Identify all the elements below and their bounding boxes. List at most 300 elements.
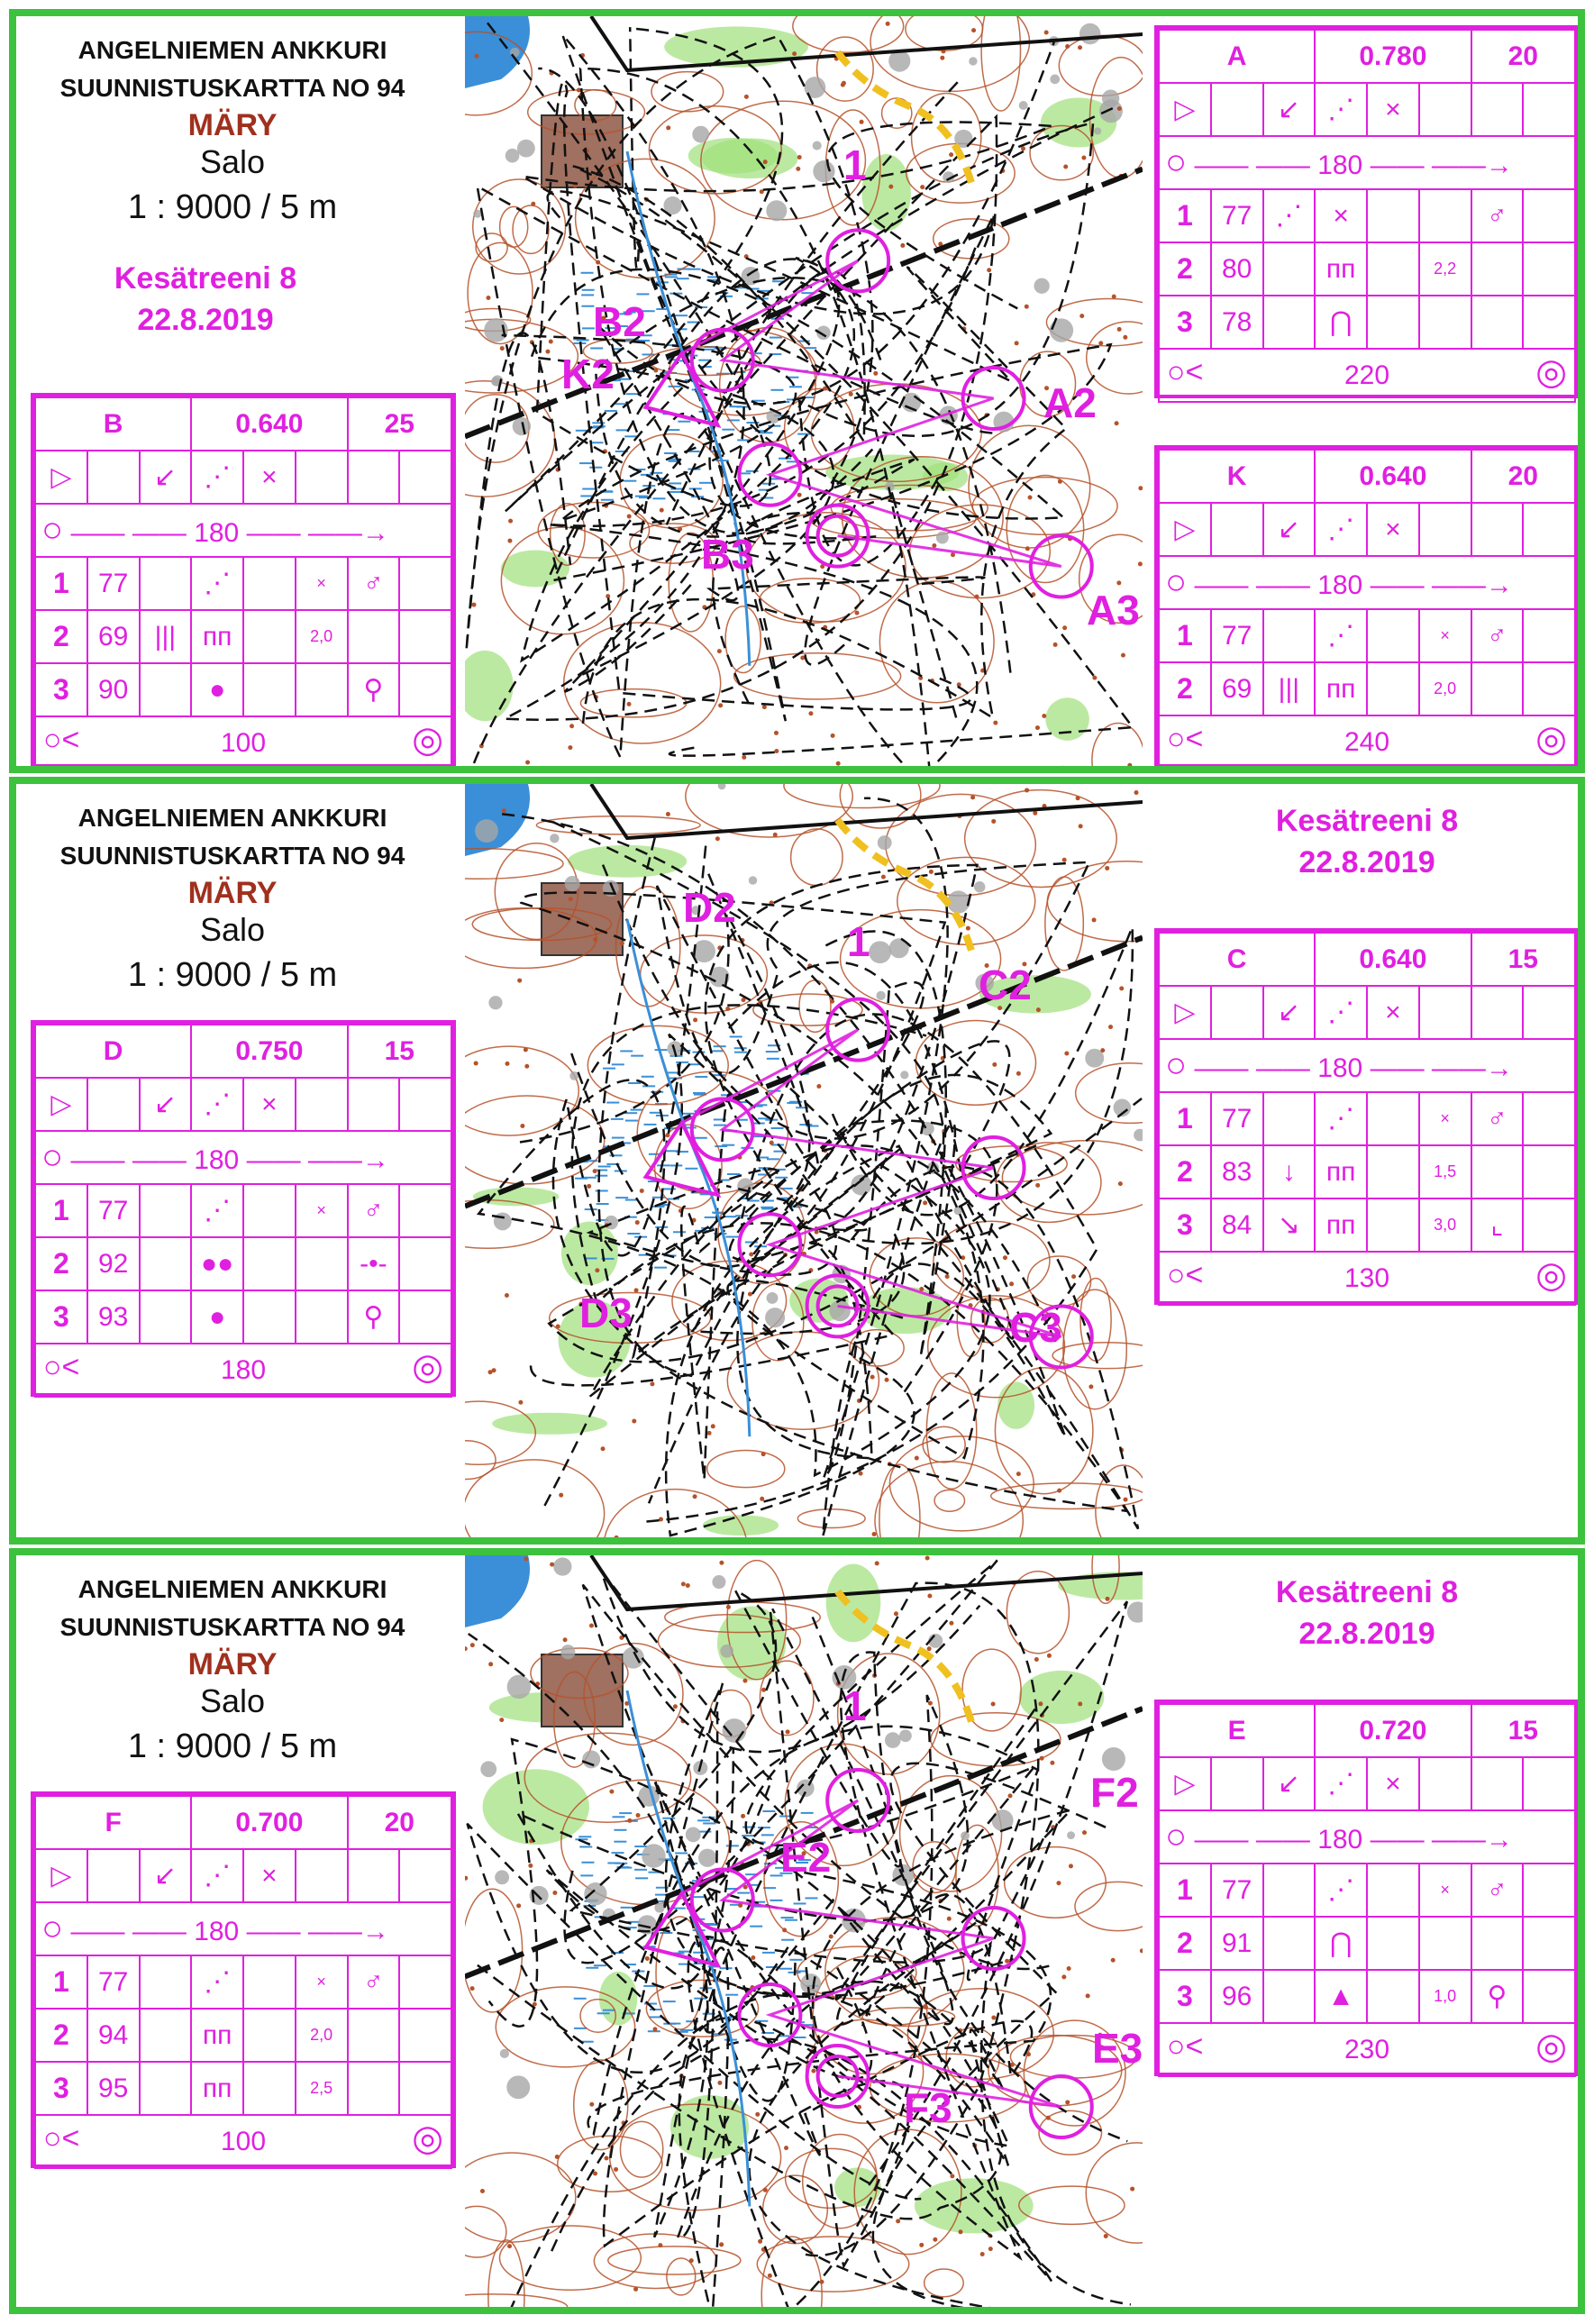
location-icon: ⌞ — [1471, 1198, 1524, 1252]
start-circle-icon: ○ — [1165, 562, 1188, 602]
control-row — [35, 1237, 451, 1290]
control-number: 1 — [1159, 609, 1211, 662]
map-number: SUUNNISTUSKARTTA NO 94 — [59, 842, 405, 870]
place-name: Salo — [199, 1682, 266, 1719]
control-row — [35, 557, 451, 610]
dimension-value: × — [296, 1184, 348, 1237]
control-row — [1159, 1864, 1575, 1917]
dimension-value: 2,5 — [296, 2062, 348, 2115]
course-climb: 15 — [1471, 933, 1576, 986]
finish-icon: ◎ — [412, 720, 443, 760]
start-row — [35, 1849, 451, 1902]
dimension-value — [1419, 189, 1471, 242]
control-row — [1159, 1917, 1575, 1970]
empty-cell — [1419, 83, 1471, 136]
location-icon: ♂ — [348, 1184, 400, 1237]
dimension-value — [1419, 296, 1471, 349]
course-header-row — [35, 1025, 451, 1078]
control-code: 94 — [87, 2009, 140, 2062]
control-description-table — [34, 1024, 452, 1398]
control-code: 93 — [87, 1290, 140, 1344]
empty-cell — [1523, 986, 1575, 1039]
appearance-icon — [243, 2062, 296, 2115]
empty-cell — [1211, 1757, 1263, 1810]
control-row — [35, 2062, 451, 2115]
finish-funnel-icon: ○< — [1167, 355, 1204, 389]
control-number: 2 — [35, 2009, 87, 2062]
start-distance-row — [35, 1131, 451, 1184]
arrow-right-icon: —— ——→ — [1362, 1825, 1513, 1855]
event-name: Kesätreeni 8 — [114, 261, 297, 296]
finish-distance — [35, 716, 451, 770]
control-label: K2 — [561, 351, 615, 397]
control-code: 77 — [87, 1184, 140, 1237]
course-climb: 15 — [348, 1025, 452, 1078]
empty-cell — [1523, 1864, 1575, 1917]
empty-cell — [1523, 1917, 1575, 1970]
start-triangle-icon: ▷ — [35, 1078, 87, 1131]
panel-courses-a-b-k — [9, 9, 1585, 773]
direction-sw-icon: ↙ — [1263, 986, 1316, 1039]
control-code: 95 — [87, 2062, 140, 2115]
control-description-table — [1158, 29, 1576, 403]
event-name: Kesätreeni 8 — [1275, 1575, 1459, 1609]
which-feature-icon — [140, 2062, 192, 2115]
empty-cell — [1523, 296, 1575, 349]
arrow-right-icon: —— ——→ — [1362, 570, 1513, 600]
control-code: 77 — [1211, 1092, 1263, 1145]
which-feature-icon — [1263, 296, 1316, 349]
finish-icon: ◎ — [1535, 1255, 1567, 1295]
arrow-right-icon: —— ——→ — [1362, 150, 1513, 180]
control-number: 3 — [1159, 296, 1211, 349]
start-triangle-icon: ▷ — [1159, 1757, 1211, 1810]
finish-distance — [35, 1344, 451, 1397]
dimension-value: 2,2 — [1419, 242, 1471, 296]
control-code: 96 — [1211, 1970, 1263, 2023]
finish-row — [35, 2115, 451, 2168]
start-distance-value: 180 — [1317, 570, 1363, 600]
finish-icon: ◎ — [412, 1347, 443, 1387]
control-card-d — [31, 1020, 456, 1397]
club-name: ANGELNIEMEN ANKKURI — [77, 804, 387, 832]
finish-row — [1159, 1252, 1575, 1305]
control-label: F3 — [904, 2084, 952, 2131]
location-icon: ⚲ — [1471, 1970, 1524, 2023]
control-label: 1 — [843, 141, 867, 188]
event-title — [16, 258, 395, 341]
control-number: 2 — [35, 610, 87, 663]
finish-row — [1159, 2023, 1575, 2076]
empty-cell — [1523, 1145, 1575, 1198]
control-number: 2 — [1159, 662, 1211, 715]
course-header-row — [35, 1796, 451, 1849]
start-distance — [35, 1902, 451, 1955]
finish-row — [1159, 349, 1575, 402]
direction-sw-icon: ↙ — [1263, 1757, 1316, 1810]
appearance-icon — [1367, 1917, 1419, 1970]
course-length: 0.700 — [191, 1796, 347, 1849]
empty-cell — [1471, 503, 1524, 556]
control-row — [35, 610, 451, 663]
feature-icon: ⋰ — [1315, 1864, 1367, 1917]
empty-cell — [1471, 83, 1524, 136]
control-description-table — [1158, 932, 1576, 1306]
empty-cell — [87, 1078, 140, 1131]
course-name: K — [1159, 450, 1315, 503]
control-card-k — [1154, 445, 1580, 768]
which-feature-icon — [140, 1237, 192, 1290]
finish-distance — [35, 2115, 451, 2168]
control-number: 3 — [35, 1290, 87, 1344]
empty-cell — [1471, 1757, 1524, 1810]
event-title — [1154, 800, 1580, 883]
dimension-value: × — [1419, 1864, 1471, 1917]
control-row — [35, 1184, 451, 1237]
start-row — [1159, 986, 1575, 1039]
dash-line: —— —— — [1187, 570, 1318, 600]
finish-funnel-icon: ○< — [43, 2121, 80, 2155]
control-code: 77 — [1211, 1864, 1263, 1917]
start-distance-row — [1159, 1039, 1575, 1092]
empty-cell — [399, 1078, 451, 1131]
empty-cell — [399, 1955, 451, 2009]
control-row — [35, 2009, 451, 2062]
start-triangle-icon: ▷ — [1159, 83, 1211, 136]
which-feature-icon — [140, 2009, 192, 2062]
club-name: ANGELNIEMEN ANKKURI — [77, 36, 387, 64]
appearance-icon — [1367, 189, 1419, 242]
empty-cell — [1471, 986, 1524, 1039]
course-name: E — [1159, 1704, 1315, 1757]
control-number: 3 — [35, 2062, 87, 2115]
empty-cell — [1419, 1757, 1471, 1810]
which-feature-icon: ↘ — [1263, 1198, 1316, 1252]
appearance-icon — [1367, 1145, 1419, 1198]
finish-funnel-icon: ○< — [1167, 2029, 1204, 2064]
course-name: B — [35, 397, 191, 451]
control-code: 69 — [87, 610, 140, 663]
control-row — [1159, 1970, 1575, 2023]
location-icon — [348, 610, 400, 663]
start-row — [35, 451, 451, 504]
control-number: 3 — [35, 663, 87, 716]
course-header-row — [35, 397, 451, 451]
feature-icon: ᴨᴨ — [1315, 242, 1367, 296]
control-label: B2 — [593, 298, 646, 345]
control-label: E3 — [1092, 2025, 1143, 2072]
dimension-value: 2,0 — [296, 610, 348, 663]
appearance-icon — [1367, 1198, 1419, 1252]
empty-cell — [1523, 242, 1575, 296]
empty-cell — [399, 663, 451, 716]
control-number: 2 — [1159, 1145, 1211, 1198]
appearance-icon — [243, 1184, 296, 1237]
finish-distance-value: 100 — [220, 2126, 267, 2156]
path-crossing-icon: ⋰ — [1315, 83, 1367, 136]
dash-line: —— —— — [1187, 150, 1318, 180]
start-circle-icon: ○ — [1165, 142, 1188, 182]
control-code: 69 — [1211, 662, 1263, 715]
empty-cell — [399, 557, 451, 610]
empty-cell — [296, 1849, 348, 1902]
finish-distance-value: 240 — [1344, 726, 1390, 757]
feature-icon: ⋰ — [1315, 1092, 1367, 1145]
control-card-c — [1154, 928, 1580, 1305]
location-icon — [1471, 296, 1524, 349]
arrow-right-icon: —— ——→ — [239, 1145, 389, 1175]
which-feature-icon: ↓ — [1263, 1145, 1316, 1198]
control-row — [35, 1955, 451, 2009]
course-length: 0.640 — [1315, 933, 1471, 986]
start-triangle-icon: ▷ — [35, 1849, 87, 1902]
dimension-value: 1,5 — [1419, 1145, 1471, 1198]
empty-cell — [399, 2009, 451, 2062]
map-terrain — [465, 1555, 1143, 2307]
start-row — [35, 1078, 451, 1131]
start-distance-value: 180 — [1317, 1825, 1363, 1855]
start-distance — [1159, 556, 1575, 609]
location-icon — [1471, 1917, 1524, 1970]
start-row — [1159, 83, 1575, 136]
feature-icon: ⋰ — [191, 1955, 243, 2009]
finish-distance — [1159, 715, 1575, 769]
control-row — [1159, 189, 1575, 242]
appearance-icon — [1367, 296, 1419, 349]
appearance-icon — [1367, 242, 1419, 296]
map-scale: 1 : 9000 / 5 m — [127, 1727, 338, 1765]
appearance-icon — [243, 610, 296, 663]
map-number: SUUNNISTUSKARTTA NO 94 — [59, 74, 405, 102]
start-distance — [35, 1131, 451, 1184]
finish-distance — [1159, 1252, 1575, 1305]
start-row — [1159, 1757, 1575, 1810]
location-icon — [1471, 1145, 1524, 1198]
dimension-value — [296, 663, 348, 716]
start-distance — [1159, 1039, 1575, 1092]
dimension-value — [1419, 1917, 1471, 1970]
empty-cell — [296, 1078, 348, 1131]
start-triangle-icon: ▷ — [35, 451, 87, 504]
feature-icon: ● — [191, 663, 243, 716]
finish-distance-value: 180 — [220, 1354, 267, 1385]
map-scale: 1 : 9000 / 5 m — [127, 188, 338, 226]
start-distance-row — [35, 504, 451, 557]
control-number: 1 — [1159, 1092, 1211, 1145]
event-date: 22.8.2019 — [137, 303, 274, 337]
path-crossing-icon: ⋰ — [1315, 1757, 1367, 1810]
appearance-icon — [1367, 1970, 1419, 2023]
control-number: 1 — [35, 557, 87, 610]
event-title — [1154, 1572, 1580, 1654]
finish-icon: ◎ — [1535, 2027, 1567, 2066]
start-triangle-icon: ▷ — [1159, 503, 1211, 556]
appearance-icon — [1367, 1092, 1419, 1145]
control-number: 2 — [1159, 1917, 1211, 1970]
orienteering-map[interactable] — [465, 1555, 1143, 2307]
cross-icon: × — [1367, 503, 1419, 556]
control-row — [35, 663, 451, 716]
control-number: 1 — [1159, 189, 1211, 242]
location-icon: ⚲ — [348, 1290, 400, 1344]
control-label: A3 — [1087, 587, 1140, 633]
course-name: C — [1159, 933, 1315, 986]
course-climb: 15 — [1471, 1704, 1576, 1757]
feature-icon: ᴨᴨ — [1315, 662, 1367, 715]
course-length: 0.780 — [1315, 30, 1471, 83]
feature-icon: ●● — [191, 1237, 243, 1290]
finish-distance — [1159, 349, 1575, 402]
control-description-table — [1158, 449, 1576, 770]
start-distance — [35, 504, 451, 557]
appearance-icon — [243, 1955, 296, 2009]
which-feature-icon — [1263, 242, 1316, 296]
control-number: 1 — [1159, 1864, 1211, 1917]
dash-line: —— —— — [1187, 1053, 1318, 1083]
control-code: 77 — [1211, 609, 1263, 662]
empty-cell — [1211, 503, 1263, 556]
finish-row — [35, 716, 451, 770]
empty-cell — [1523, 1198, 1575, 1252]
control-row — [1159, 662, 1575, 715]
dash-line: —— —— — [63, 1145, 195, 1175]
feature-icon: × — [1315, 189, 1367, 242]
map-number: SUUNNISTUSKARTTA NO 94 — [59, 1613, 405, 1641]
path-crossing-icon: ⋰ — [191, 451, 243, 504]
control-number: 3 — [1159, 1198, 1211, 1252]
which-feature-icon: ||| — [1263, 662, 1316, 715]
feature-icon: ● — [191, 1290, 243, 1344]
empty-cell — [1523, 189, 1575, 242]
which-feature-icon — [140, 663, 192, 716]
empty-cell — [399, 1849, 451, 1902]
appearance-icon — [243, 2009, 296, 2062]
feature-icon: ᴨᴨ — [1315, 1198, 1367, 1252]
which-feature-icon — [140, 1184, 192, 1237]
start-circle-icon: ○ — [41, 510, 64, 550]
control-label: 1 — [847, 918, 870, 965]
which-feature-icon — [1263, 1970, 1316, 2023]
dimension-value: 3,0 — [1419, 1198, 1471, 1252]
appearance-icon — [1367, 1864, 1419, 1917]
cross-icon: × — [1367, 83, 1419, 136]
empty-cell — [1523, 609, 1575, 662]
control-label: E2 — [780, 1834, 832, 1881]
cross-icon: × — [243, 451, 296, 504]
finish-distance — [1159, 2023, 1575, 2076]
empty-cell — [1523, 1970, 1575, 2023]
finish-funnel-icon: ○< — [1167, 722, 1204, 756]
control-code: 90 — [87, 663, 140, 716]
cross-icon: × — [243, 1078, 296, 1131]
which-feature-icon: ||| — [140, 610, 192, 663]
which-feature-icon — [140, 1955, 192, 2009]
start-distance-value: 180 — [194, 518, 240, 548]
control-card-a — [1154, 25, 1580, 398]
finish-icon: ◎ — [412, 2119, 443, 2158]
control-label: B3 — [701, 531, 754, 578]
appearance-icon — [243, 557, 296, 610]
location-icon: ⚲ — [348, 663, 400, 716]
course-climb: 25 — [348, 397, 452, 451]
direction-sw-icon: ↙ — [140, 1078, 192, 1131]
empty-cell — [348, 451, 400, 504]
cross-icon: × — [243, 1849, 296, 1902]
area-name: MÄRY — [187, 108, 278, 142]
control-label: A2 — [1043, 379, 1097, 426]
orienteering-map[interactable] — [465, 784, 1143, 1537]
appearance-icon — [1367, 609, 1419, 662]
control-row — [1159, 242, 1575, 296]
empty-cell — [1419, 503, 1471, 556]
feature-icon: ⋰ — [191, 557, 243, 610]
control-label: D3 — [579, 1290, 633, 1336]
finish-funnel-icon: ○< — [1167, 1258, 1204, 1292]
finish-row — [1159, 715, 1575, 769]
feature-icon: ⋂ — [1315, 1917, 1367, 1970]
dimension-value — [296, 1237, 348, 1290]
control-number: 1 — [35, 1955, 87, 2009]
control-row — [35, 1290, 451, 1344]
direction-sw-icon: ↙ — [140, 1849, 192, 1902]
start-triangle-icon: ▷ — [1159, 986, 1211, 1039]
path-crossing-icon: ⋰ — [1315, 503, 1367, 556]
start-distance — [1159, 136, 1575, 189]
empty-cell — [296, 451, 348, 504]
arrow-right-icon: —— ——→ — [1362, 1053, 1513, 1083]
finish-distance-value: 100 — [220, 727, 267, 758]
start-circle-icon: ○ — [1165, 1045, 1188, 1085]
dash-line: —— —— — [63, 518, 195, 548]
start-circle-icon: ○ — [41, 1137, 64, 1177]
start-circle-icon: ○ — [1165, 1817, 1188, 1856]
start-distance-value: 180 — [194, 1145, 240, 1175]
which-feature-icon — [140, 1290, 192, 1344]
feature-icon: ⋰ — [191, 1184, 243, 1237]
area-name: MÄRY — [187, 876, 278, 910]
empty-cell — [348, 1078, 400, 1131]
which-feature-icon — [1263, 1092, 1316, 1145]
empty-cell — [1211, 83, 1263, 136]
feature-icon: ᴨᴨ — [191, 610, 243, 663]
course-name: A — [1159, 30, 1315, 83]
map-header — [16, 32, 449, 232]
dimension-value: 2,0 — [296, 2009, 348, 2062]
start-distance-value: 180 — [1317, 1053, 1363, 1083]
control-label: 1 — [843, 1682, 867, 1729]
location-icon: ♂ — [348, 557, 400, 610]
place-name: Salo — [199, 143, 266, 180]
start-distance — [1159, 1810, 1575, 1864]
course-header-row — [1159, 30, 1575, 83]
dimension-value — [296, 1290, 348, 1344]
control-code: 80 — [1211, 242, 1263, 296]
empty-cell — [399, 1184, 451, 1237]
finish-distance-value: 220 — [1344, 360, 1390, 390]
appearance-icon — [243, 1237, 296, 1290]
map-header — [16, 1572, 449, 1772]
course-header-row — [1159, 450, 1575, 503]
map-header — [16, 800, 449, 1000]
control-card-f — [31, 1791, 456, 2168]
direction-sw-icon: ↙ — [1263, 503, 1316, 556]
location-icon: ♂ — [1471, 1092, 1524, 1145]
control-code: 78 — [1211, 296, 1263, 349]
empty-cell — [399, 1290, 451, 1344]
control-number: 3 — [1159, 1970, 1211, 2023]
direction-sw-icon: ↙ — [1263, 83, 1316, 136]
control-number: 2 — [1159, 242, 1211, 296]
